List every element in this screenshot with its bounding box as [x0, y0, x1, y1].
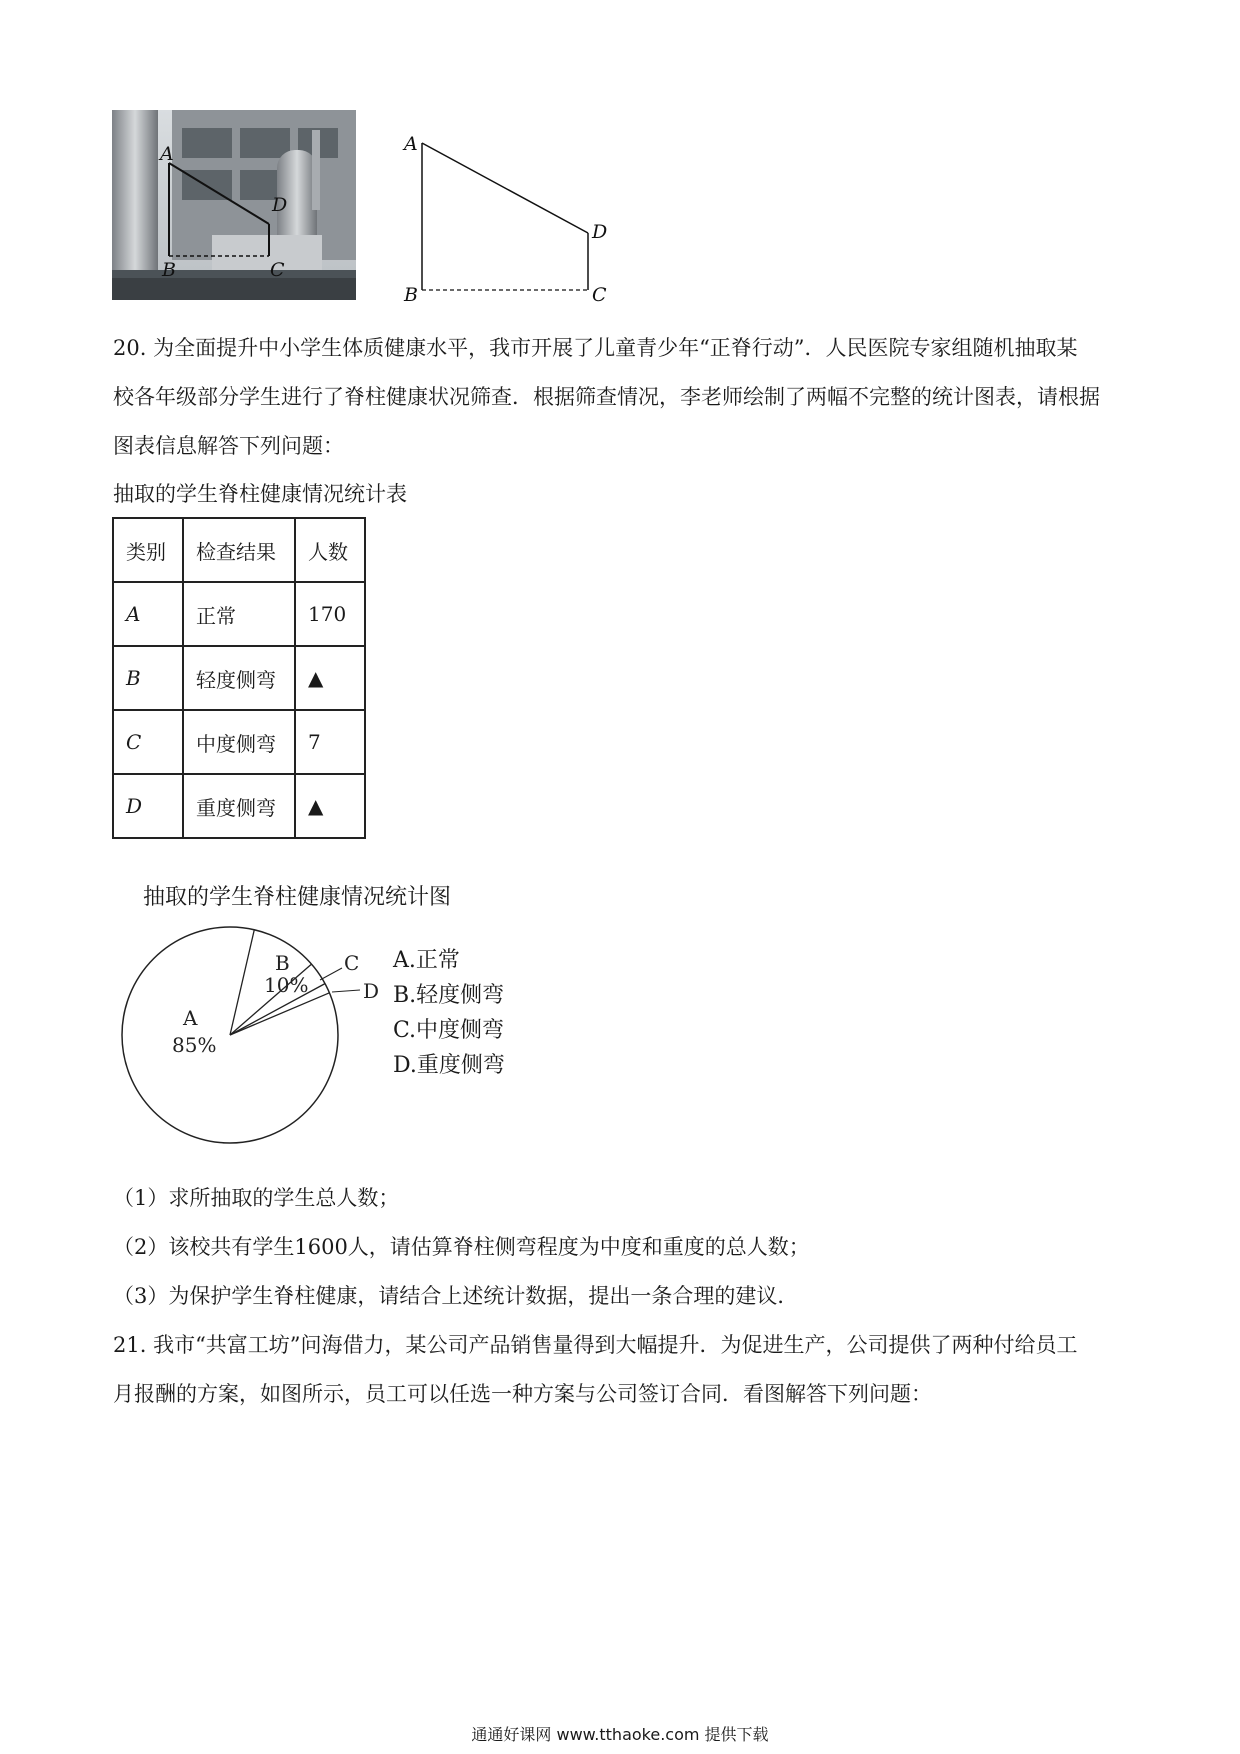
figure-label-d: D [592, 221, 608, 243]
figure-label-b: B [404, 284, 418, 305]
q20-intro-line3: 图表信息解答下列问题： [113, 434, 344, 458]
table-header-row [113, 518, 365, 582]
q21-line2: 月报酬的方案，如图所示，员工可以任选一种方案与公司签订合同．看图解答下列问题： [113, 1382, 932, 1406]
table-row [113, 710, 365, 774]
q20-intro-line2: 校各年级部分学生进行了脊柱健康状况筛查．根据筛查情况，李老师绘制了两幅不完整的统计图表，请根据 [113, 385, 1100, 409]
q20-intro-line1: 20. 为全面提升中小学生体质健康水平，我市开展了儿童青少年“正脊行动”．人民医院专家组随机抽取某 [113, 336, 1078, 360]
photo-label-d: D [272, 194, 288, 216]
row-count: ▲ [295, 774, 365, 838]
row-count: 170 [295, 582, 365, 646]
pie-slice-b-boundary [230, 930, 254, 1035]
q20-part3: （3）为保护学生脊柱健康，请结合上述统计数据，提出一条合理的建议． [113, 1284, 799, 1308]
header-count: 人数 [295, 518, 365, 582]
row-result: 重度侧弯 [183, 774, 295, 838]
pie-percent-b: 10% [264, 973, 309, 997]
pie-label-a: A [183, 1006, 198, 1030]
table-title: 抽取的学生脊柱健康情况统计表 [113, 482, 407, 506]
row-category: C [113, 710, 183, 774]
table-row [113, 582, 365, 646]
figure-label-a: A [404, 133, 418, 155]
header-category: 类别 [113, 518, 183, 582]
photo-label-a: A [160, 143, 174, 165]
geometry-figure [392, 125, 622, 305]
pie-leader-c [320, 968, 342, 980]
pie-chart-title: 抽取的学生脊柱健康情况统计图 [143, 885, 452, 910]
legend-item-d: D.重度侧弯 [393, 1053, 505, 1078]
table-row [113, 646, 365, 710]
legend-item-c: C.中度侧弯 [393, 1018, 505, 1043]
row-category: D [113, 774, 183, 838]
legend-item-a: A.正常 [393, 948, 460, 973]
row-count: ▲ [295, 646, 365, 710]
pie-percent-a: 85% [172, 1033, 217, 1057]
row-result: 中度侧弯 [183, 710, 295, 774]
pie-label-c: C [344, 951, 360, 975]
pie-label-d: D [363, 979, 380, 1003]
figure-label-c: C [592, 284, 607, 305]
table-row [113, 774, 365, 838]
pie-label-b: B [275, 951, 290, 975]
photo-label-b: B [162, 259, 176, 281]
pie-leader-d [332, 990, 360, 992]
q21-line1: 21. 我市“共富工坊”问海借力，某公司产品销售量得到大幅提升．为促进生产，公司提供了两种付给员工 [113, 1333, 1078, 1357]
row-result: 轻度侧弯 [183, 646, 295, 710]
row-result: 正常 [183, 582, 295, 646]
equipment-photo [112, 110, 356, 300]
header-result: 检查结果 [183, 518, 295, 582]
row-category: A [113, 582, 183, 646]
legend-item-b: B.轻度侧弯 [393, 983, 505, 1008]
row-count: 7 [295, 710, 365, 774]
row-category: B [113, 646, 183, 710]
q20-part2: （2）该校共有学生1600人，请估算脊柱侧弯程度为中度和重度的总人数； [113, 1235, 810, 1259]
photo-label-c: C [270, 259, 285, 281]
pie-slice-a-boundary [230, 993, 329, 1035]
footer-credit: 通通好课网 www.tthaoke.com 提供下载 [471, 1725, 769, 1744]
q20-part1: （1）求所抽取的学生总人数； [113, 1186, 400, 1210]
stats-table [112, 517, 366, 839]
